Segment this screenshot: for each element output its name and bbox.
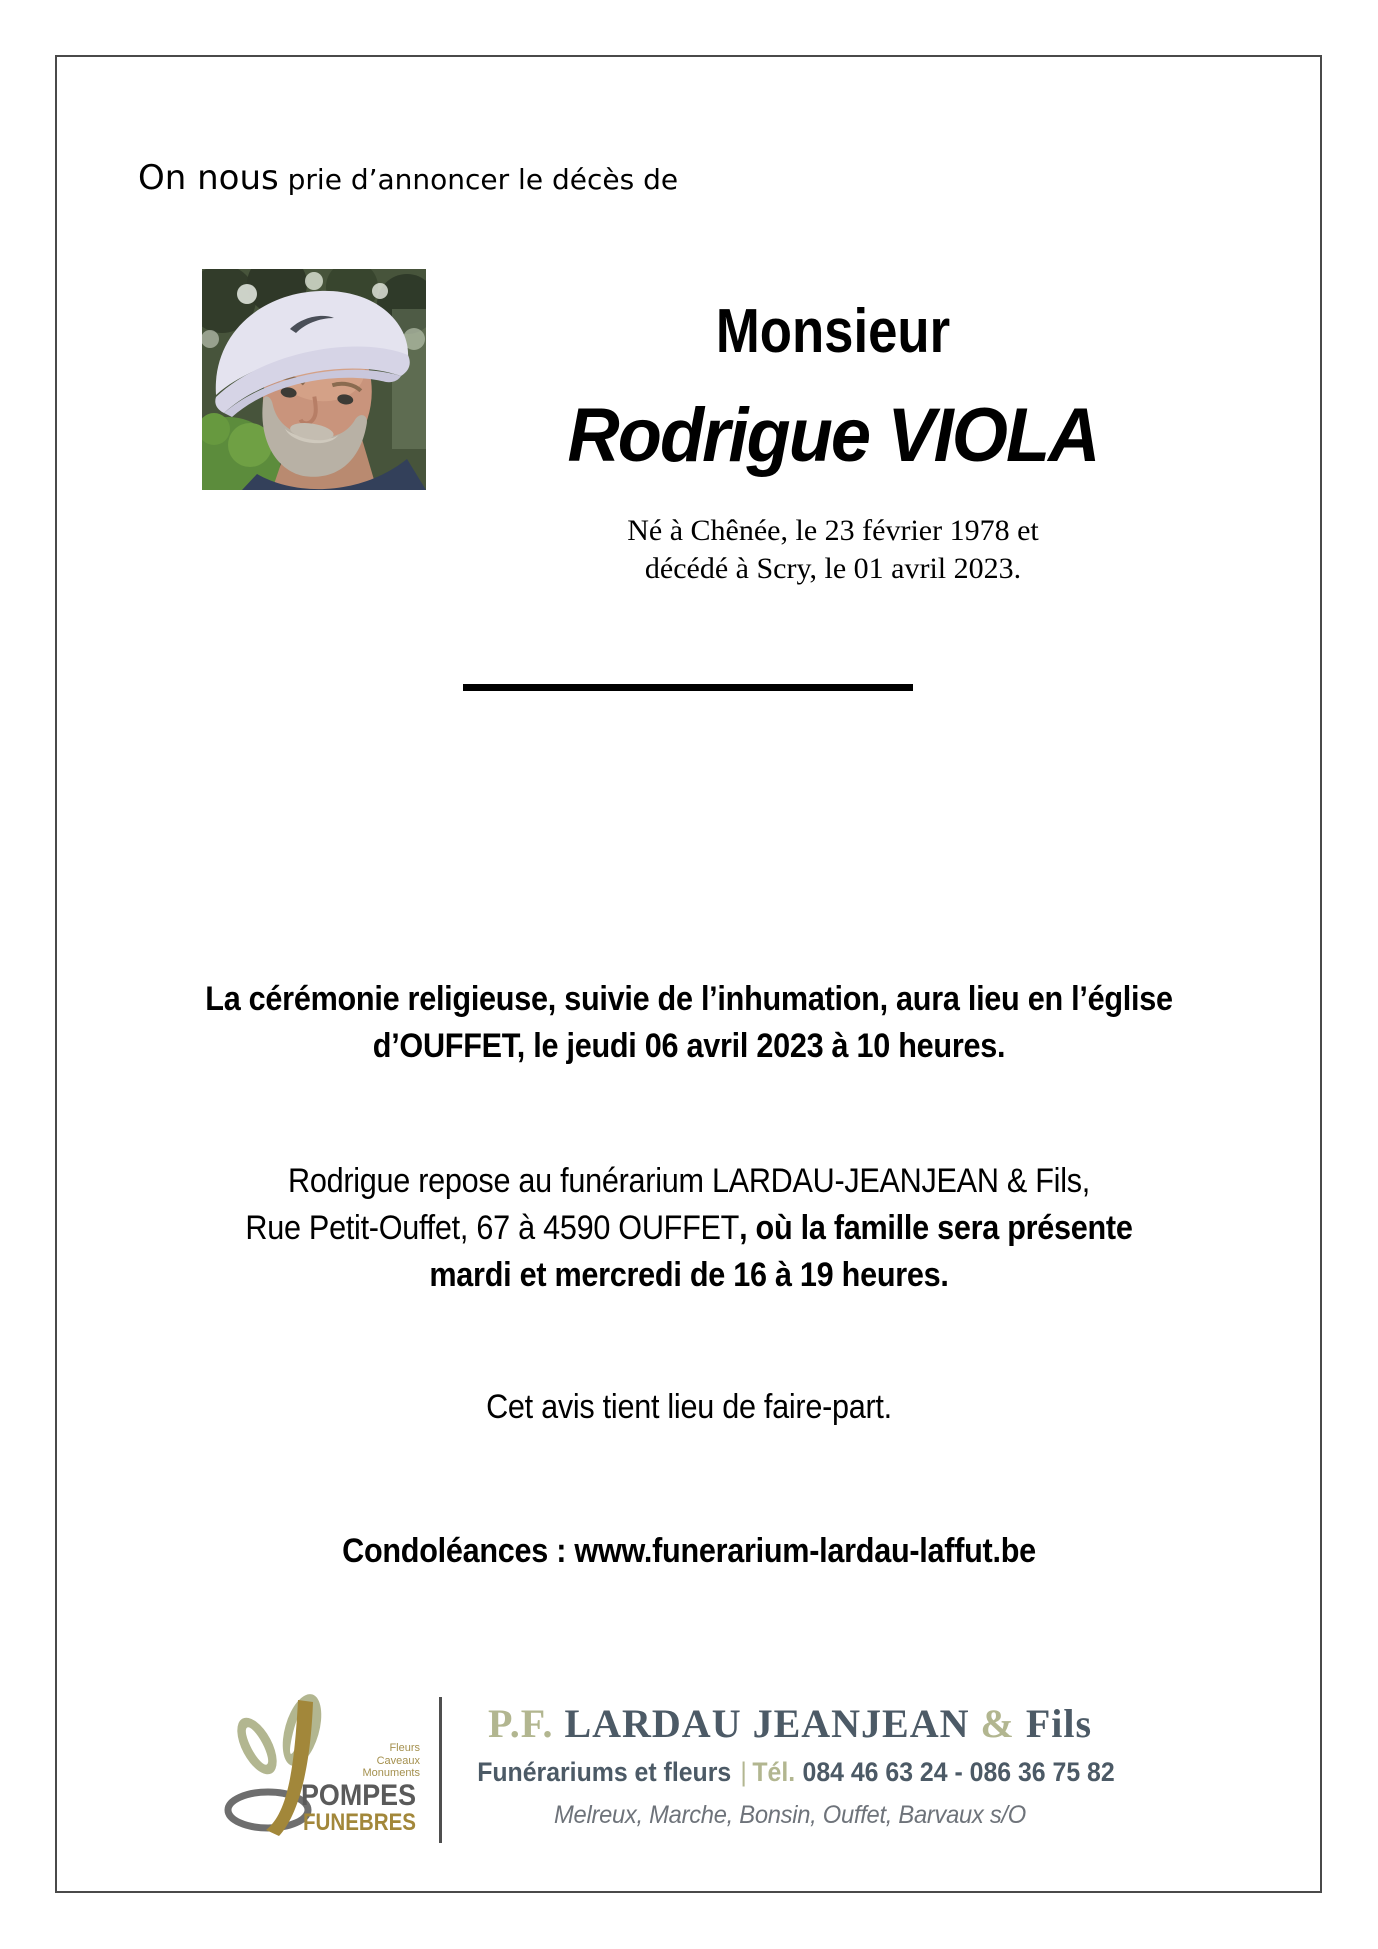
repose-family-presence: , où la famille sera présente <box>739 1209 1133 1247</box>
title-monsieur: Monsieur <box>715 297 951 366</box>
services-label: Funérariums et fleurs <box>477 1757 732 1787</box>
logo-funebres-text: FUNEBRES <box>303 1809 416 1836</box>
service-caveaux: Caveaux <box>376 1754 420 1767</box>
repose-line-1: Rodrigue repose au funérarium LARDAU-JEANJEAN & Fils, <box>287 1162 1091 1200</box>
notice-line: Cet avis tient lieu de faire-part. <box>486 1388 892 1426</box>
company-subtitle <box>477 1757 1115 1788</box>
company-main: LARDAU JEANJEAN <box>564 1701 970 1746</box>
separator-line <box>463 684 913 691</box>
intro-line <box>138 158 678 198</box>
logo-services-list <box>328 1742 420 1780</box>
service-monuments: Monuments <box>362 1767 420 1779</box>
intro-text-large: On nous <box>138 158 279 198</box>
portrait-photo <box>202 269 426 490</box>
repose-line-3: mardi et mercredi de 16 à 19 heures. <box>429 1256 949 1294</box>
footer-divider <box>439 1697 442 1843</box>
repose-paragraph <box>149 1158 1229 1299</box>
birth-death-dates <box>533 512 1133 588</box>
service-fleurs: Fleurs <box>389 1742 420 1754</box>
logo-pompes-text: POMPES <box>301 1779 416 1812</box>
intro-text: prie d’annoncer le décès de <box>278 163 679 196</box>
ceremony-paragraph <box>149 976 1229 1070</box>
pipe-separator: | <box>740 1757 747 1787</box>
company-ampersand: & <box>980 1701 1015 1746</box>
phone-numbers: 084 46 63 24 - 086 36 75 82 <box>802 1757 1115 1787</box>
company-name <box>450 1700 1130 1747</box>
death-line: décédé à Scry, le 01 avril 2023. <box>644 552 1022 585</box>
ceremony-line-1: La cérémonie religieuse, suivie de l’inhumation, aura lieu en l’église <box>205 980 1173 1018</box>
tel-label: Tél. <box>752 1757 796 1787</box>
company-fils: Fils <box>1025 1701 1093 1746</box>
deceased-name: Rodrigue VIOLA <box>567 393 1099 478</box>
condolences-line: Condoléances : www.funerarium-lardau-laffut.be <box>342 1532 1036 1570</box>
ceremony-line-2: d’OUFFET, le jeudi 06 avril 2023 à 10 heures. <box>372 1027 1006 1065</box>
company-pf: P.F. <box>487 1701 554 1746</box>
birth-line: Né à Chênée, le 23 février 1978 et <box>627 514 1039 547</box>
repose-address: Rue Petit-Ouffet, 67 à 4590 OUFFET <box>245 1209 740 1247</box>
portrait-photo-illustration <box>202 269 426 490</box>
repose-line-2 <box>149 1205 1229 1252</box>
company-locations: Melreux, Marche, Bonsin, Ouffet, Barvaux s/O <box>554 1801 1026 1829</box>
